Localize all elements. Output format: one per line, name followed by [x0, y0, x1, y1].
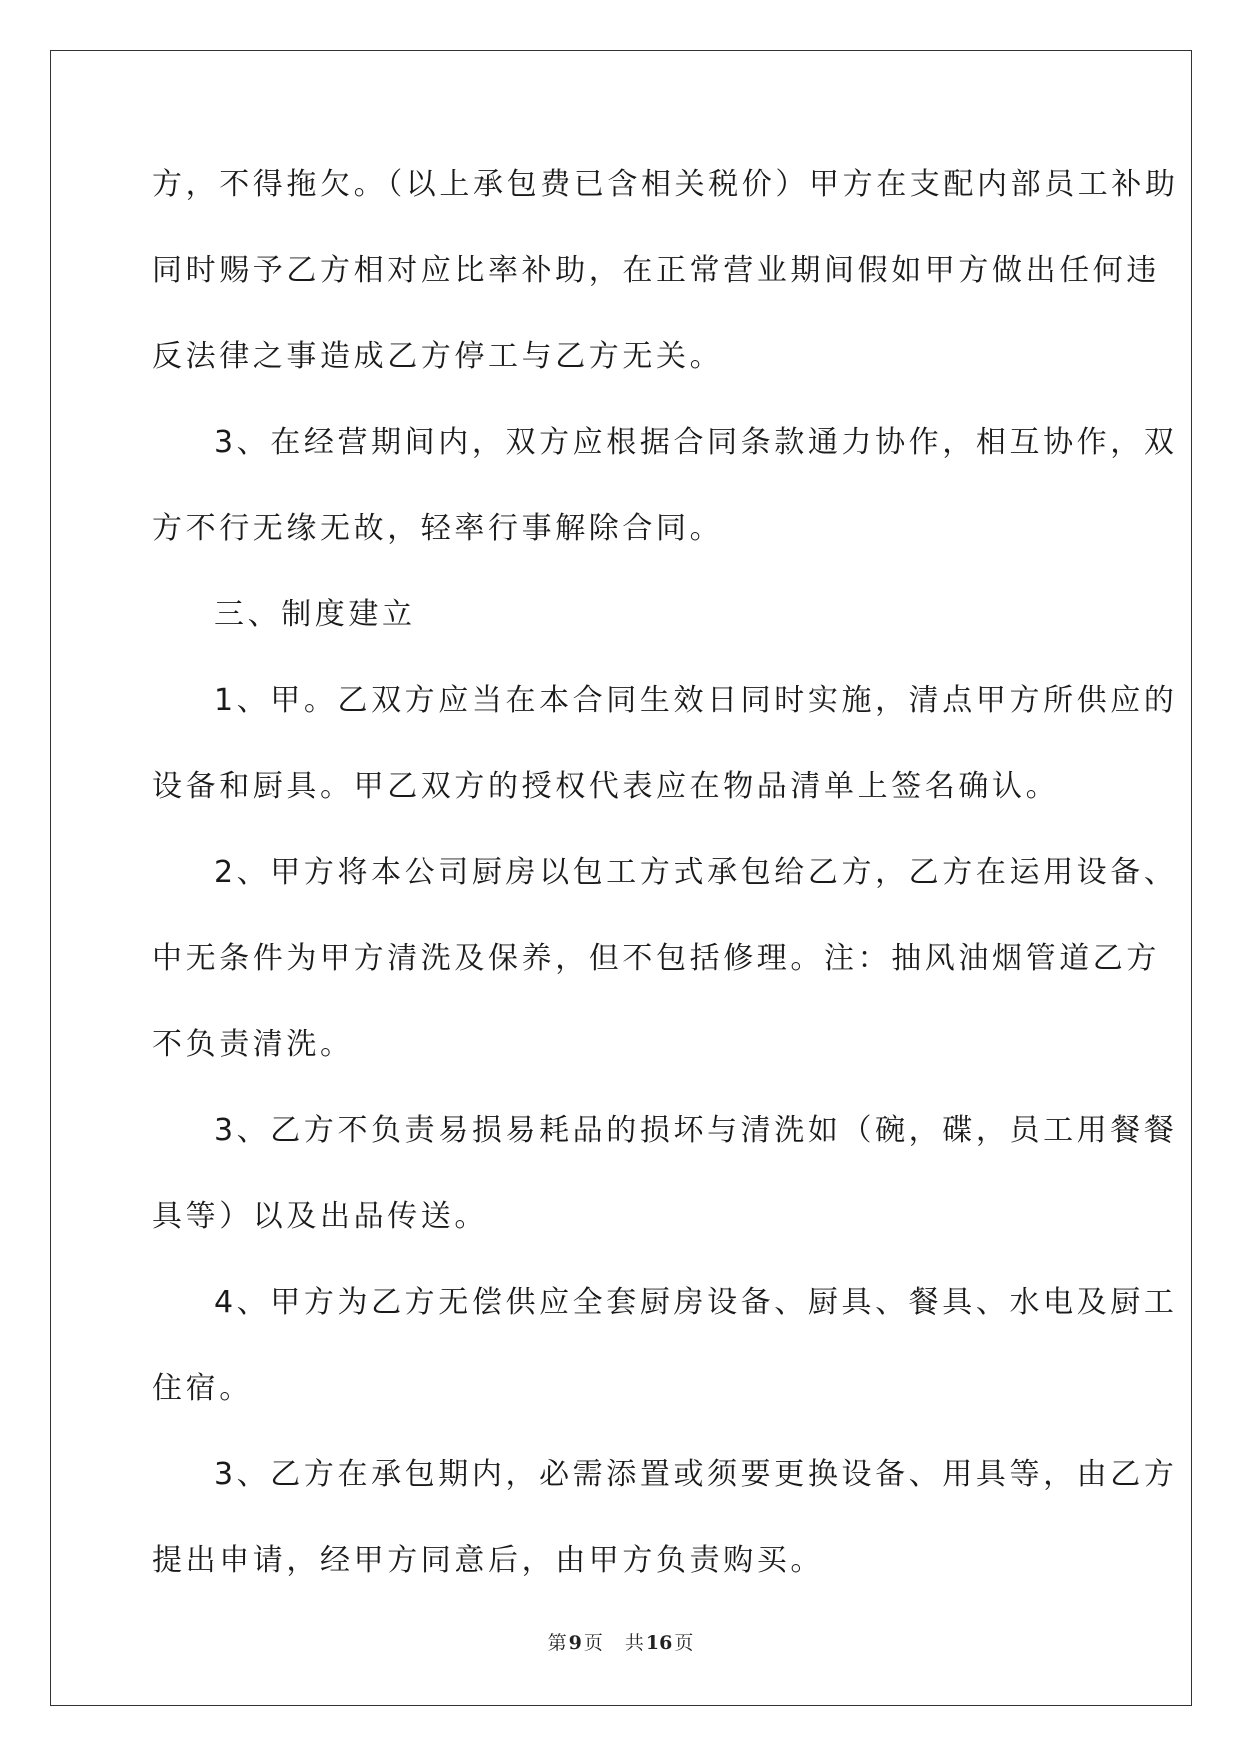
footer-total-prefix: 共: [624, 1632, 644, 1654]
text-line: 方，不得拖欠。（以上承包费已含相关税价）甲方在支配内部员工补助: [152, 167, 1179, 202]
text-line: 4、甲方为乙方无偿供应全套厨房设备、厨具、餐具、水电及厨工: [214, 1285, 1178, 1320]
text-line: 提出申请，经甲方同意后，由甲方负责购买。: [152, 1543, 824, 1578]
document-body: [152, 160, 1179, 1622]
text-line: 3、在经营期间内，双方应根据合同条款通力协作，相互协作，双: [214, 425, 1178, 460]
text-line: 住宿。: [152, 1371, 253, 1406]
text-line: 3、乙方不负责易损易耗品的损坏与清洗如（碗，碟，员工用餐餐: [214, 1113, 1178, 1148]
text-line: 设备和厨具。甲乙双方的授权代表应在物品清单上签名确认。: [152, 769, 1060, 804]
footer-total-unit: 页: [674, 1632, 694, 1654]
text-line: 2、甲方将本公司厨房以包工方式承包给乙方，乙方在运用设备、: [214, 855, 1178, 890]
text-line: 中无条件为甲方清洗及保养，但不包括修理。注：抽风油烟管道乙方: [152, 941, 1160, 976]
footer-prefix: 第: [547, 1632, 567, 1654]
text-line: 同时赐予乙方相对应比率补助，在正常营业期间假如甲方做出任何违: [152, 253, 1160, 288]
footer-page-unit: 页: [583, 1632, 603, 1654]
page-footer: [0, 1628, 1241, 1655]
text-line: 不负责清洗。: [152, 1027, 354, 1062]
text-line: 方不行无缘无故，轻率行事解除合同。: [152, 511, 724, 546]
text-line: 1、甲。乙双方应当在本合同生效日同时实施，清点甲方所供应的: [214, 683, 1178, 718]
total-page-number: 16: [645, 1632, 673, 1654]
text-line: 反法律之事造成乙方停工与乙方无关。: [152, 339, 724, 374]
text-line: 具等）以及出品传送。: [152, 1199, 488, 1234]
text-line: 3、乙方在承包期内，必需添置或须要更换设备、用具等，由乙方: [214, 1457, 1178, 1492]
current-page-number: 9: [568, 1632, 582, 1654]
section-heading: 三、制度建立: [214, 597, 416, 632]
